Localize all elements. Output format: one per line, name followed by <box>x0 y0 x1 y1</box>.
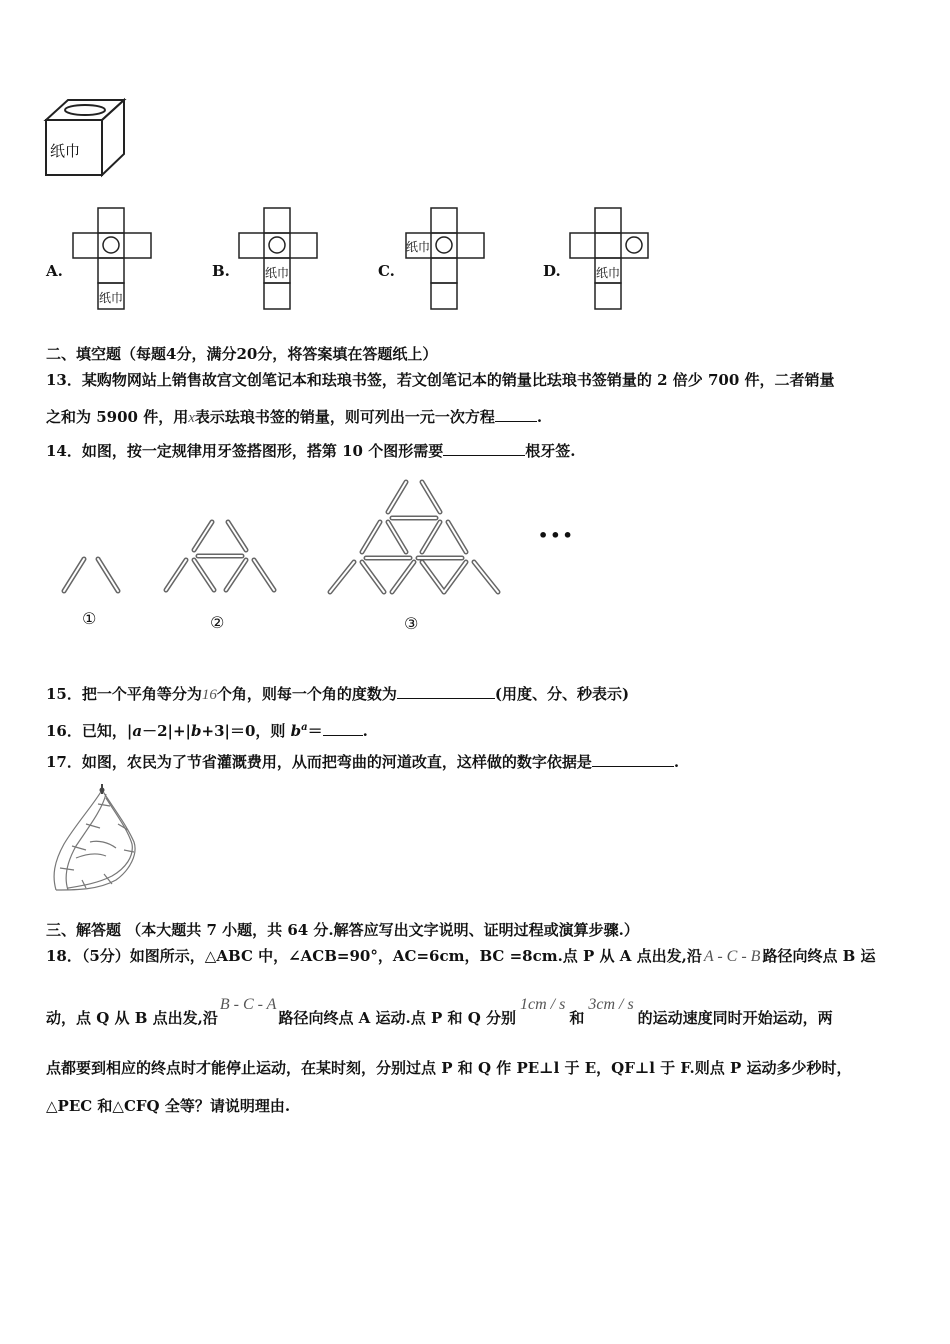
option-b-label: 纸巾 <box>265 266 290 280</box>
q14-end: 根牙签. <box>525 442 576 460</box>
tissue-box-label: 纸巾 <box>50 143 81 160</box>
q15-answer-blank[interactable] <box>397 684 495 699</box>
q18-l2a: 动，点 Q 从 B 点出发,沿 <box>46 1009 218 1027</box>
tissue-box-figure <box>44 98 126 178</box>
option-d-letter: D. <box>543 262 561 280</box>
option-a-label: 纸巾 <box>99 291 124 305</box>
toothpick-figure-1 <box>60 555 126 595</box>
q18-line4: △PEC 和△CFQ 全等？请说明理由. <box>46 1097 291 1115</box>
figure-label-3: ③ <box>404 614 419 633</box>
q18-speed-2: 3cm / s <box>588 996 634 1013</box>
q18-path-1: A - C - B <box>703 948 761 965</box>
option-c-label: 纸巾 <box>406 240 431 254</box>
q16-b2: +3|＝0，则 <box>201 722 291 740</box>
q17-line <box>46 752 679 772</box>
q18-and: 和 <box>569 1009 585 1027</box>
q13-line1: 13．某购物网站上销售故宫文创笔记本和珐琅书签，若文创笔记本的销量比珐琅书签销量的 2 倍少 700 件，二者销量 <box>46 371 835 389</box>
ellipsis-dots: ••• <box>538 526 575 545</box>
q16-eq: ＝ <box>307 722 323 740</box>
q15-c: (用度、分、秒表示) <box>494 685 630 703</box>
option-a-letter: A. <box>46 262 63 280</box>
q15-a: 15．把一个平角等分为 <box>46 685 202 703</box>
q15-line <box>46 684 629 705</box>
q14-line <box>46 441 575 461</box>
q18-l1a: 18．（5分）如图所示，△ABC 中，∠ACB=90°，AC=6cm，BC =8cm.点 P 从 A 点出发,沿 <box>46 947 702 965</box>
q16-line <box>46 718 368 741</box>
toothpick-figure-2 <box>160 518 284 594</box>
q13-variable: x <box>188 410 195 426</box>
option-b-letter: B. <box>212 262 230 280</box>
figure-label-2: ② <box>210 613 225 632</box>
option-c-letter: C. <box>378 262 395 280</box>
q17-text: 17．如图，农民为了节省灌溉费用，从而把弯曲的河道改直，这样做的数字依据是 <box>46 753 592 771</box>
q16-var-b: b <box>191 722 202 740</box>
toothpick-figure-3 <box>322 478 510 596</box>
q16-pow-exp: a <box>301 722 308 733</box>
section-3-heading: 三、解答题 （本大题共 7 小题，共 64 分.解答应写出文字说明、证明过程或演算步骤.） <box>46 921 639 939</box>
q14-text: 14．如图，按一定规律用牙签搭图形，搭第 10 个图形需要 <box>46 442 444 460</box>
figure-label-1: ① <box>82 609 97 628</box>
river-figure <box>46 784 140 896</box>
q14-answer-blank[interactable] <box>443 441 525 456</box>
q16-a: 16．已知，| <box>46 722 133 740</box>
q13-line2-b: 表示珐琅书签的销量，则可列出一元一次方程 <box>194 408 495 426</box>
q18-l1b: 路径向终点 B 运 <box>762 947 876 965</box>
q13-end: . <box>536 408 543 426</box>
q13-line2-a: 之和为 5900 件，用 <box>46 408 189 426</box>
option-b-net <box>238 207 320 311</box>
q16-answer-blank[interactable] <box>323 721 363 736</box>
option-d-net <box>569 207 651 311</box>
q13-answer-blank[interactable] <box>495 407 537 422</box>
q18-speed-1: 1cm / s <box>520 996 566 1013</box>
q18-l2b: 路径向终点 A 运动.点 P 和 Q 分别 <box>278 1009 516 1027</box>
q16-pow-base: b <box>290 722 302 740</box>
q13-line2 <box>46 407 542 428</box>
section-2-heading: 二、填空题（每题4分，满分20分，将答案填在答题纸上） <box>46 345 438 363</box>
q18-l2c: 的运动速度同时开始运动，两 <box>637 1009 833 1027</box>
q18-line3: 点都要到相应的终点时才能停止运动，在某时刻，分别过点 P 和 Q 作 PE⊥l 于 E，QF⊥l 于 F.则点 P 运动多少秒时， <box>46 1059 852 1077</box>
q15-b: 个角，则每一个角的度数为 <box>216 685 397 703</box>
q16-end: . <box>362 722 368 740</box>
q17-end: . <box>673 753 680 771</box>
q15-number: 16 <box>201 687 217 703</box>
q18-line1 <box>46 946 876 967</box>
q18-line2 <box>46 996 833 1029</box>
q16-var-a: a <box>132 722 143 740</box>
option-d-label: 纸巾 <box>596 266 621 280</box>
q17-answer-blank[interactable] <box>592 752 674 767</box>
q18-path-2: B - C - A <box>219 996 277 1013</box>
option-c-net <box>405 207 487 311</box>
q16-a2: －2|+| <box>142 722 191 740</box>
